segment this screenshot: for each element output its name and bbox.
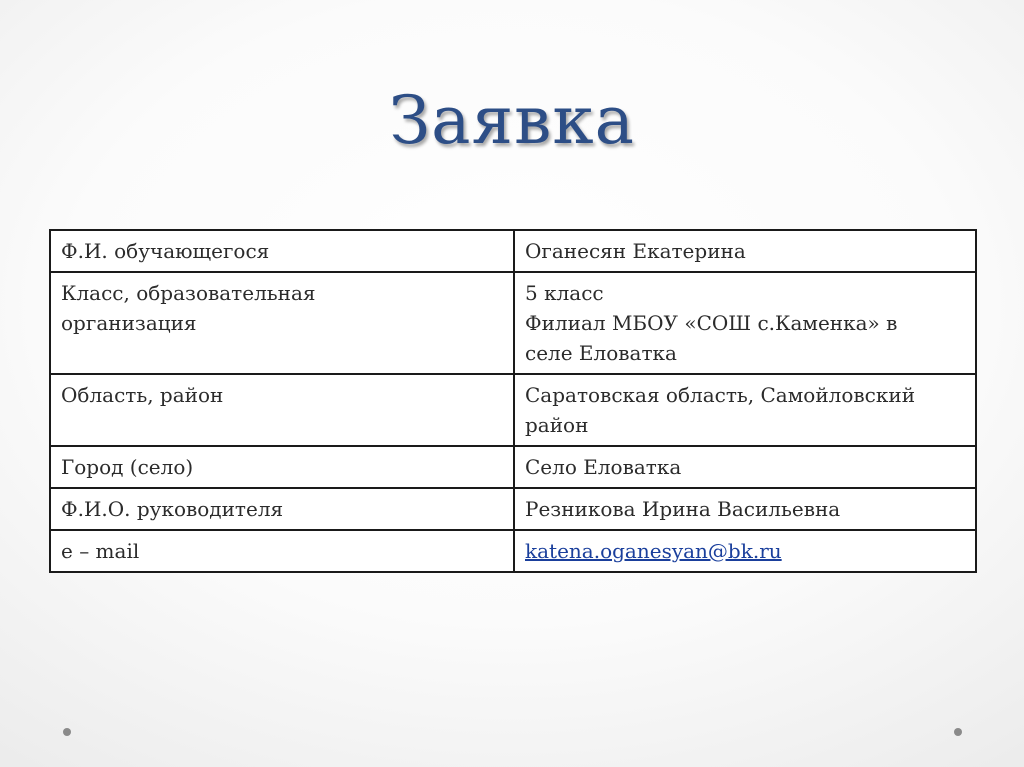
value-supervisor <box>514 488 976 530</box>
value-line: район <box>525 413 589 437</box>
decorative-dot-right <box>954 728 962 736</box>
decorative-dot-left <box>63 728 71 736</box>
label-region-district: Область, район <box>50 374 514 446</box>
slide-title: Заявка <box>389 82 635 159</box>
table-row-email <box>50 530 976 572</box>
table-row-class-organization <box>50 272 976 374</box>
label-student-name: Ф.И. обучающегося <box>50 230 514 272</box>
label-class-organization <box>50 272 514 374</box>
value-line: Саратовская область, Самойловский <box>525 383 916 407</box>
value-email <box>514 530 976 572</box>
value-line: 5 класс <box>525 281 604 305</box>
value-line: Филиал МБОУ «СОШ с.Каменка» в <box>525 311 898 335</box>
label-line: Класс, образовательная <box>61 281 316 305</box>
table-row-supervisor <box>50 488 976 530</box>
value-city <box>514 446 976 488</box>
value-line: Село Еловатка <box>525 455 682 479</box>
label-city: Город (село) <box>50 446 514 488</box>
value-line: Оганесян Екатерина <box>525 239 746 263</box>
table-row-student-name <box>50 230 976 272</box>
email-link[interactable]: katena.oganesyan@bk.ru <box>525 539 782 563</box>
value-class-organization <box>514 272 976 374</box>
label-email: e – mail <box>50 530 514 572</box>
value-line: Резникова Ирина Васильевна <box>525 497 841 521</box>
value-student-name <box>514 230 976 272</box>
table-row-region-district <box>50 374 976 446</box>
label-line: организация <box>61 311 197 335</box>
table-row-city <box>50 446 976 488</box>
application-table <box>49 229 977 573</box>
value-line: селе Еловатка <box>525 341 677 365</box>
value-region-district <box>514 374 976 446</box>
label-supervisor: Ф.И.О. руководителя <box>50 488 514 530</box>
